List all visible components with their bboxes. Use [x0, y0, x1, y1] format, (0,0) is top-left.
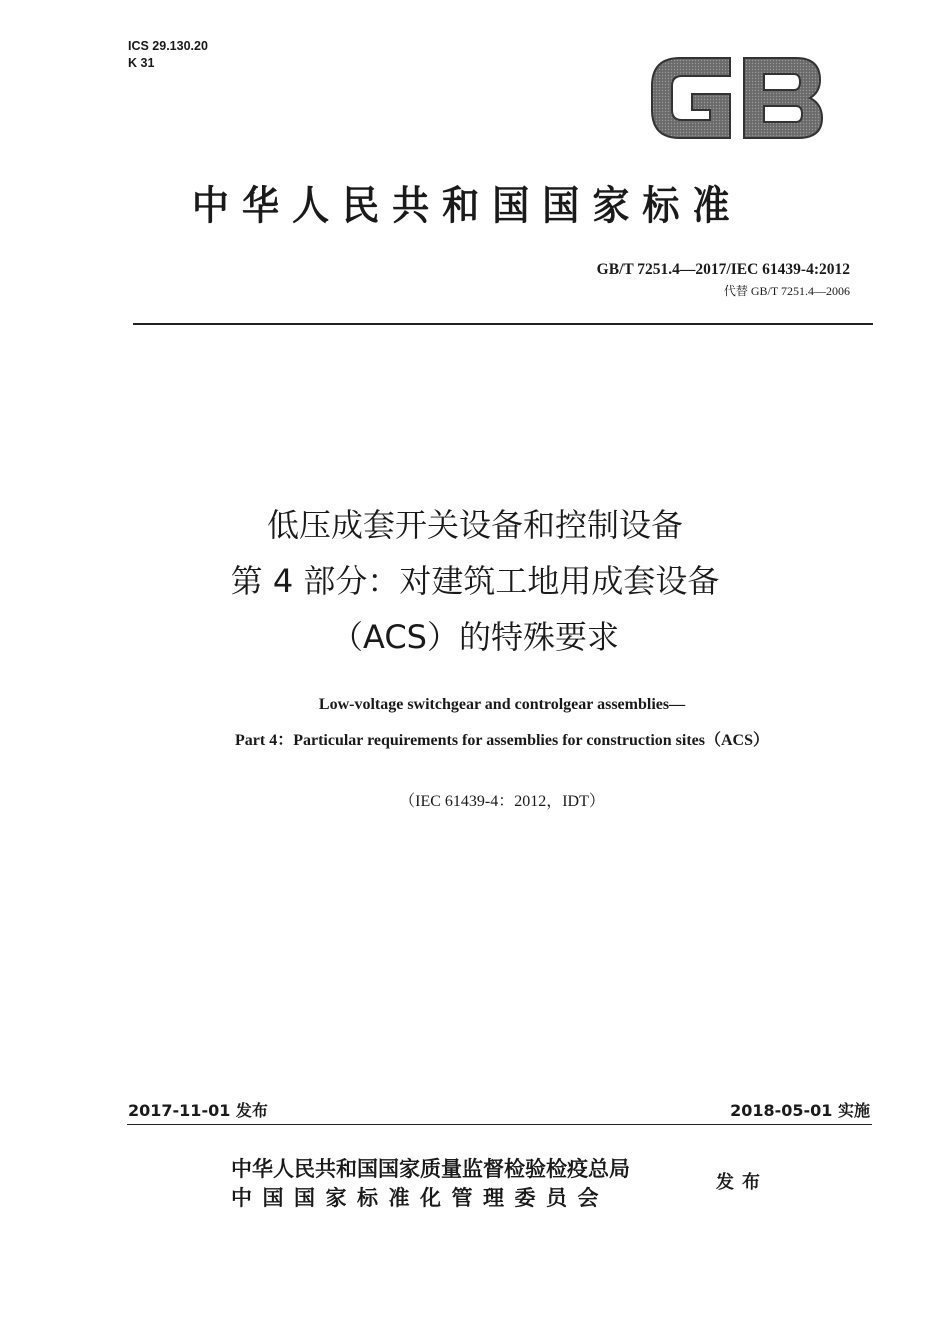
- issuer-sac: 中国国家标准化管理委员会: [231, 1186, 609, 1210]
- ccs-code: K 31: [128, 56, 155, 70]
- title-en-line-1: Low-voltage switchgear and controlgear assemblies—: [318, 696, 686, 713]
- title-cn-line-2: 第 4 部分：对建筑工地用成套设备: [230, 562, 720, 600]
- ics-classification: [128, 38, 208, 72]
- publish-label: 发布: [716, 1172, 768, 1193]
- standard-number: GB/T 7251.4—2017/IEC 61439-4:2012: [596, 261, 850, 278]
- ics-code: ICS 29.130.20: [128, 39, 208, 53]
- iec-equivalence: （IEC 61439-4：2012，IDT）: [399, 793, 605, 810]
- title-en-line-2: Part 4：Particular requirements for assemblies for construction sites（ACS）: [234, 732, 769, 749]
- replaces-standard: 代替 GB/T 7251.4—2006: [723, 284, 850, 298]
- title-cn-line-1: 低压成套开关设备和控制设备: [266, 506, 683, 544]
- issue-date: 2017-11-01 发布: [128, 1101, 268, 1120]
- header-divider: [133, 323, 873, 325]
- implementation-date: 2018-05-01 实施: [730, 1101, 870, 1120]
- gb-logo: [646, 50, 828, 146]
- title-cn-line-3: （ACS）的特殊要求: [331, 618, 619, 656]
- footer-divider: [127, 1124, 872, 1125]
- national-standard-title: 中华人民共和国国家标准: [191, 182, 743, 229]
- issuer-aqsiq: 中华人民共和国国家质量监督检验检疫总局: [231, 1157, 630, 1181]
